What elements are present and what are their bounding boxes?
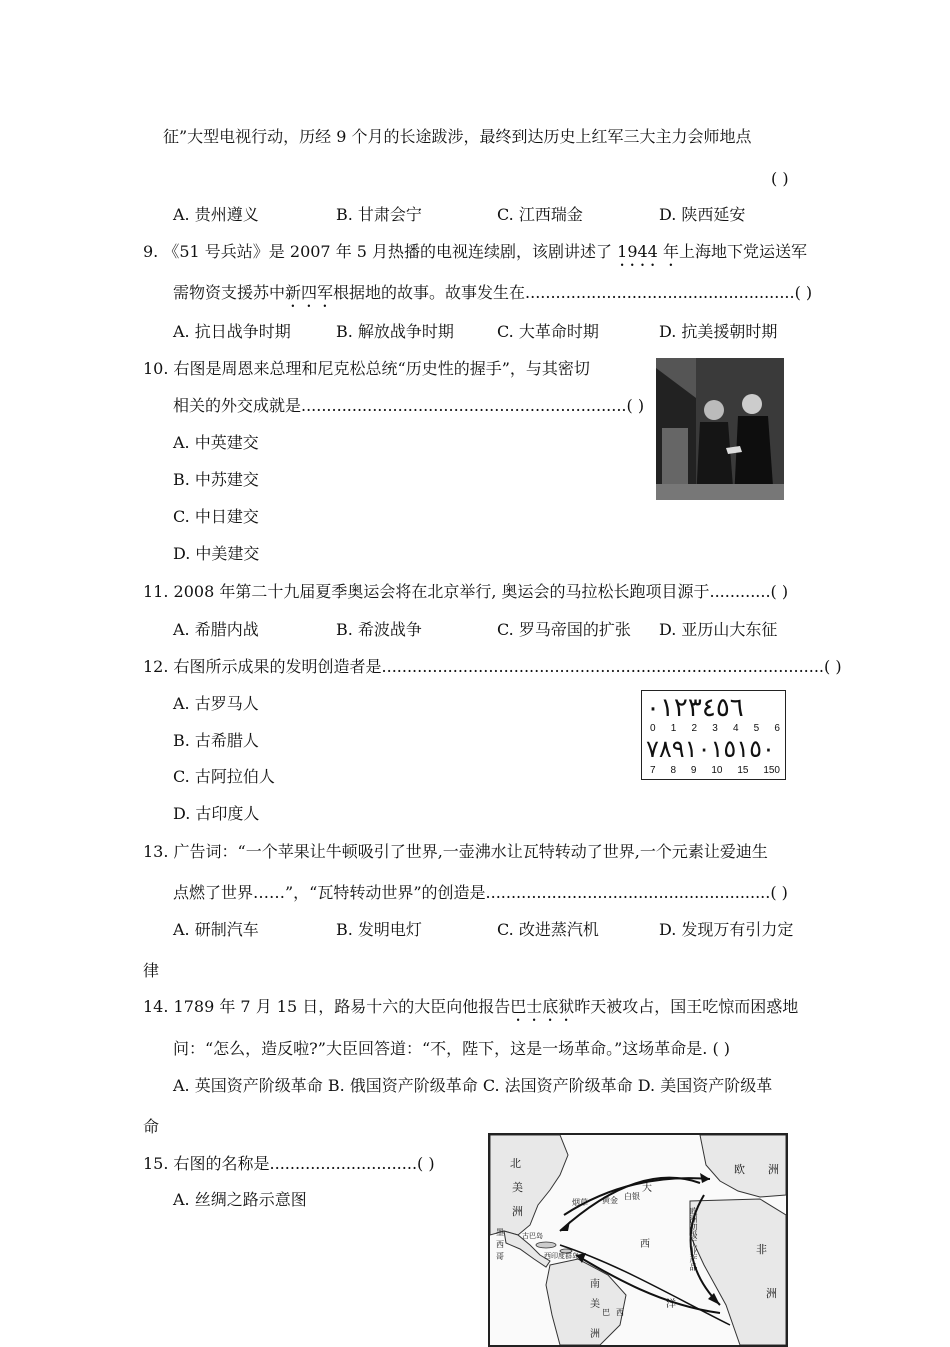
q9-stem-line2	[173, 283, 812, 311]
map-label: 西	[640, 1239, 650, 1250]
map-label: 美	[512, 1181, 523, 1194]
map-label: 洲	[766, 1287, 777, 1300]
numeral-label: 7	[650, 765, 656, 776]
q13-stem-line2: 点燃了世界……”，“瓦特转动世界”的创造是........................................................( )	[173, 883, 788, 902]
q15-stem: 15. 右图的名称是.............................( )	[143, 1154, 435, 1173]
q10-option-d: D. 中美建交	[173, 544, 260, 563]
map-label: 南	[590, 1279, 600, 1290]
q13-option-b: B. 发明电灯	[336, 920, 422, 939]
map-label: 黄金	[602, 1196, 618, 1205]
map-label: 洋	[666, 1299, 676, 1310]
map-vertical-label: 欧洲初级工业产品	[689, 1207, 698, 1271]
q14-stem-text-end: 昨天被攻占，国王吃惊而困惑地	[574, 997, 799, 1016]
q10-stem-line1: 10. 右图是周恩来总理和尼克松总统“历史性的握手”，与其密切	[143, 359, 590, 378]
numeral-label: 1	[670, 723, 677, 734]
map-label: 美	[590, 1299, 600, 1310]
handshake-photo	[656, 358, 784, 500]
q12-option-b: B. 古希腊人	[173, 731, 259, 750]
numeral-label: 3	[712, 723, 718, 734]
handshake-illustration	[656, 358, 784, 500]
map-label: 烟草	[572, 1198, 588, 1207]
map-label: 白银	[624, 1192, 640, 1201]
q9-stem-line1	[143, 242, 807, 270]
q11-option-d: D. 亚历山大东征	[659, 620, 778, 639]
q9-option-c: C. 大革命时期	[497, 322, 599, 341]
q11-option-b: B. 希波战争	[336, 620, 422, 639]
q12-option-d: D. 古印度人	[173, 804, 260, 823]
map-label: 西	[616, 1308, 624, 1317]
numeral-label: 15	[737, 765, 749, 776]
q10-option-a: A. 中英建交	[173, 433, 259, 452]
q14-emphasis-bastille: 巴士底狱	[510, 997, 575, 1016]
q8-option-c: C. 江西瑞金	[497, 205, 583, 224]
q9-stem-text: 9. 《51 号兵站》是 2007 年 5 月热播的电视连续剧，该剧讲述了	[143, 242, 618, 261]
q14-options: A. 英国资产阶级革命 B. 俄国资产阶级革命 C. 法国资产阶级革命 D. 美国资产阶级革	[173, 1076, 773, 1095]
numeral-label: 6	[774, 723, 780, 734]
q14-option-d-wrap: 命	[143, 1117, 160, 1136]
map-label: 哥	[496, 1252, 504, 1261]
q9-option-b: B. 解放战争时期	[336, 322, 454, 341]
arabic-numerals-top: ٠١٢٣٤٥٦	[646, 693, 744, 723]
q14-stem-line2: 问：“怎么，造反啦?”大臣回答道：“不，陛下，这是一场革命。”这场革命是. ( )	[173, 1039, 731, 1058]
q8-option-a: A. 贵州遵义	[173, 205, 259, 224]
map-label: 洲	[768, 1163, 779, 1176]
q12-stem: 12. 右图所示成果的发明创造者是.......................................................................................( )	[143, 657, 842, 676]
latin-numerals-top	[650, 723, 780, 734]
numeral-label: 4	[732, 723, 739, 734]
map-label: 非	[756, 1243, 767, 1256]
q13-option-d-wrap: 律	[143, 961, 160, 980]
q8-stem-text: 征”大型电视行动，历经 9 个月的长途跋涉，最终到达历史上红军三大主力会师地点	[163, 127, 752, 146]
q9-option-a: A. 抗日战争时期	[173, 322, 291, 341]
q11-option-c: C. 罗马帝国的扩张	[497, 620, 631, 639]
map-label: 洲	[512, 1205, 523, 1218]
map-label: 北	[510, 1157, 521, 1170]
q14-stem-text: 14. 1789 年 7 月 15 日，路易十六的大臣向他报告	[143, 997, 511, 1016]
numeral-label: 10	[711, 765, 723, 776]
map-label: 西	[496, 1240, 504, 1249]
q8-option-d: D. 陕西延安	[659, 205, 746, 224]
map-label: 洲	[590, 1329, 600, 1340]
q8-option-b: B. 甘肃会宁	[336, 205, 422, 224]
q11-option-a: A. 希腊内战	[173, 620, 259, 639]
map-label: 古巴岛	[522, 1232, 543, 1240]
q10-option-b: B. 中苏建交	[173, 470, 259, 489]
numeral-label: 8	[670, 765, 676, 776]
q11-stem: 11. 2008 年第二十九届夏季奥运会将在北京举行, 奥运会的马拉松长跑项目源于............( )	[143, 582, 789, 601]
map-label: 欧	[734, 1163, 745, 1176]
numerals-figure	[641, 690, 786, 780]
arabic-numerals-bottom: ٧٨٩١٠١٥١٥٠	[646, 735, 775, 763]
triangular-trade-map	[488, 1133, 788, 1347]
q12-option-a: A. 古罗马人	[173, 694, 259, 713]
q10-option-c: C. 中日建交	[173, 507, 259, 526]
q9-stem-text-2: 需物资支援苏中	[173, 283, 286, 302]
q9-option-d: D. 抗美援朝时期	[659, 322, 778, 341]
numeral-label: 9	[690, 765, 697, 776]
latin-numerals-bottom	[650, 765, 780, 776]
q14-stem-line1	[143, 997, 798, 1025]
q8-answer-paren: ( )	[771, 169, 789, 188]
q12-option-c: C. 古阿拉伯人	[173, 767, 275, 786]
q13-option-c: C. 改进蒸汽机	[497, 920, 599, 939]
q9-stem-text-end: 上海地下党运送军	[678, 242, 807, 261]
numeral-label: 2	[691, 723, 698, 734]
q9-emphasis-year: 1944 年	[617, 242, 679, 261]
q15-option-a: A. 丝绸之路示意图	[173, 1190, 307, 1209]
q9-emphasis-army: 新四军	[285, 283, 334, 302]
q13-option-d: D. 发现万有引力定	[659, 920, 794, 939]
q10-stem-line2: 相关的外交成就是................................................................( )	[173, 396, 645, 415]
map-label: 巴	[602, 1308, 610, 1317]
map-label: 大	[642, 1183, 652, 1194]
q13-stem-line1: 13. 广告词：“一个苹果让牛顿吸引了世界,一壶沸水让瓦特转动了世界,一个元素让爱迪生	[143, 842, 768, 861]
numeral-label: 5	[753, 723, 760, 734]
q9-stem-text-3: 根据地的故事。故事发生在.....................................................( )	[333, 283, 813, 302]
map-label: 墨	[496, 1228, 504, 1237]
numeral-label: 0	[650, 723, 656, 734]
map-label: 西印度群岛	[544, 1252, 579, 1260]
q13-option-a: A. 研制汽车	[173, 920, 259, 939]
numeral-label: 150	[763, 765, 780, 776]
